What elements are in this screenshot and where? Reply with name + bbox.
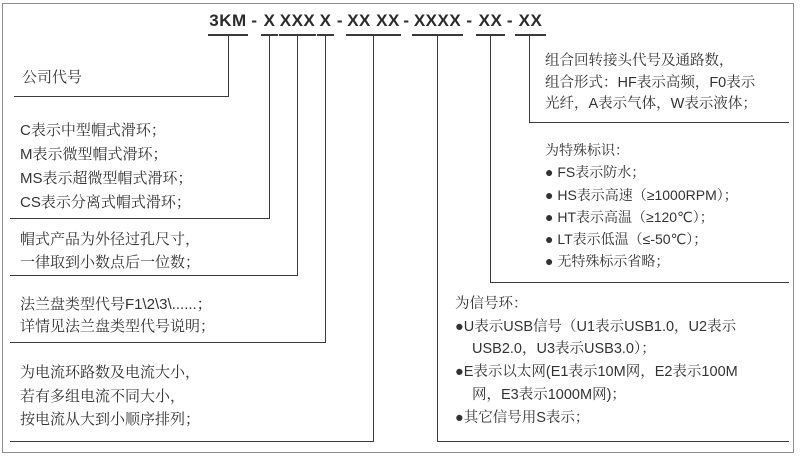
separator-dash: -: [251, 11, 258, 30]
annotation-line: ●E表示以太网(E1表示10M网，E2表示100M: [455, 364, 738, 381]
underline-current: [10, 441, 374, 442]
model-segment-current: XX XX: [346, 10, 401, 36]
underline-rotary: [529, 122, 789, 123]
annotation-special: [545, 139, 738, 273]
separator-dash: -: [506, 11, 514, 30]
annotation-line: 组合回转接头代号及通路数，: [545, 53, 734, 69]
annotation-line: 公司代号: [22, 69, 83, 86]
connector-line-special: [490, 36, 491, 282]
annotation-line: 按电流从大到小顺序排列；: [20, 411, 201, 428]
annotation-line: 光纤，A表示气体，W表示液体；: [545, 96, 757, 112]
underline-company: [14, 96, 229, 97]
model-segment-rotary: XX: [515, 10, 546, 36]
annotation-line: ●其它信号用S表示；: [455, 409, 590, 426]
annotation-line: ● HS表示高速（≥1000RPM）；: [545, 186, 738, 203]
annotation-flange: [20, 294, 215, 338]
underline-flange: [10, 342, 326, 343]
annotation-line: 网，E3表示1000M网)；: [472, 386, 626, 403]
connector-line-company: [228, 36, 229, 96]
annotation-line: ● 无特殊标示省略；: [545, 253, 670, 270]
annotation-line: MS表示超微型帽式滑环；: [20, 170, 193, 187]
annotation-line: 详情见法兰盘类型代号说明；: [20, 318, 216, 335]
separator-dash: -: [466, 11, 473, 30]
annotation-line: CS表示分离式帽式滑环；: [20, 194, 191, 211]
annotation-line: 为电流环路数及电流大小，: [20, 364, 201, 381]
connector-line-current: [373, 36, 374, 441]
separator-dash: -: [403, 11, 410, 30]
annotation-cap-type: [20, 119, 193, 215]
annotation-line: 若有多组电流不同大小，: [20, 387, 186, 405]
annotation-line: ● LT表示低温（≤-50℃）；: [545, 231, 708, 248]
underline-signal: [437, 441, 789, 442]
model-segment-flange: X: [317, 10, 334, 36]
annotation-line: 为信号环：: [455, 296, 528, 312]
annotation-line: M表示微型帽式滑环；: [20, 146, 168, 163]
annotation-line: 为特殊标识：: [545, 142, 629, 158]
model-segment-type: X: [261, 10, 278, 36]
underline-cap-type: [10, 218, 270, 219]
model-segment-size: XXX: [279, 10, 316, 36]
annotation-line: ● HT表示高温（≥120℃）；: [545, 208, 714, 225]
annotation-rotary: [545, 51, 757, 116]
model-segment-signal: XXXX: [412, 10, 463, 36]
annotation-line: ● FS表示防水；: [545, 164, 646, 181]
connector-line-type: [269, 36, 270, 218]
annotation-line: 帽式产品为外径过孔尺寸，: [20, 231, 201, 248]
underline-special: [490, 282, 789, 283]
model-segment-company: 3KM: [208, 10, 248, 36]
connector-line-flange: [325, 36, 326, 342]
annotation-line: C表示中型帽式滑环；: [20, 122, 166, 139]
connector-line-size: [297, 36, 298, 275]
model-segment-special: XX: [476, 10, 505, 36]
connector-line-rotary: [529, 36, 530, 122]
annotation-line: 一律取到小数点后一位数；: [20, 253, 201, 271]
annotation-signal: [455, 293, 738, 429]
separator-dash: -: [336, 11, 344, 30]
annotation-hole-size: [20, 229, 200, 274]
underline-hole-size: [10, 275, 298, 276]
annotation-line: 组合形式：HF表示高频，F0表示: [545, 74, 756, 91]
annotation-line: ●U表示USB信号（U1表示USB1.0，U2表示: [455, 318, 737, 335]
annotation-line: 法兰盘类型代号F1\2\3\......；: [20, 296, 212, 313]
annotation-line: USB2.0，U3表示USB3.0）；: [472, 341, 656, 358]
annotation-company: [22, 66, 82, 89]
connector-line-signal: [437, 36, 438, 441]
annotation-current: [20, 361, 200, 432]
